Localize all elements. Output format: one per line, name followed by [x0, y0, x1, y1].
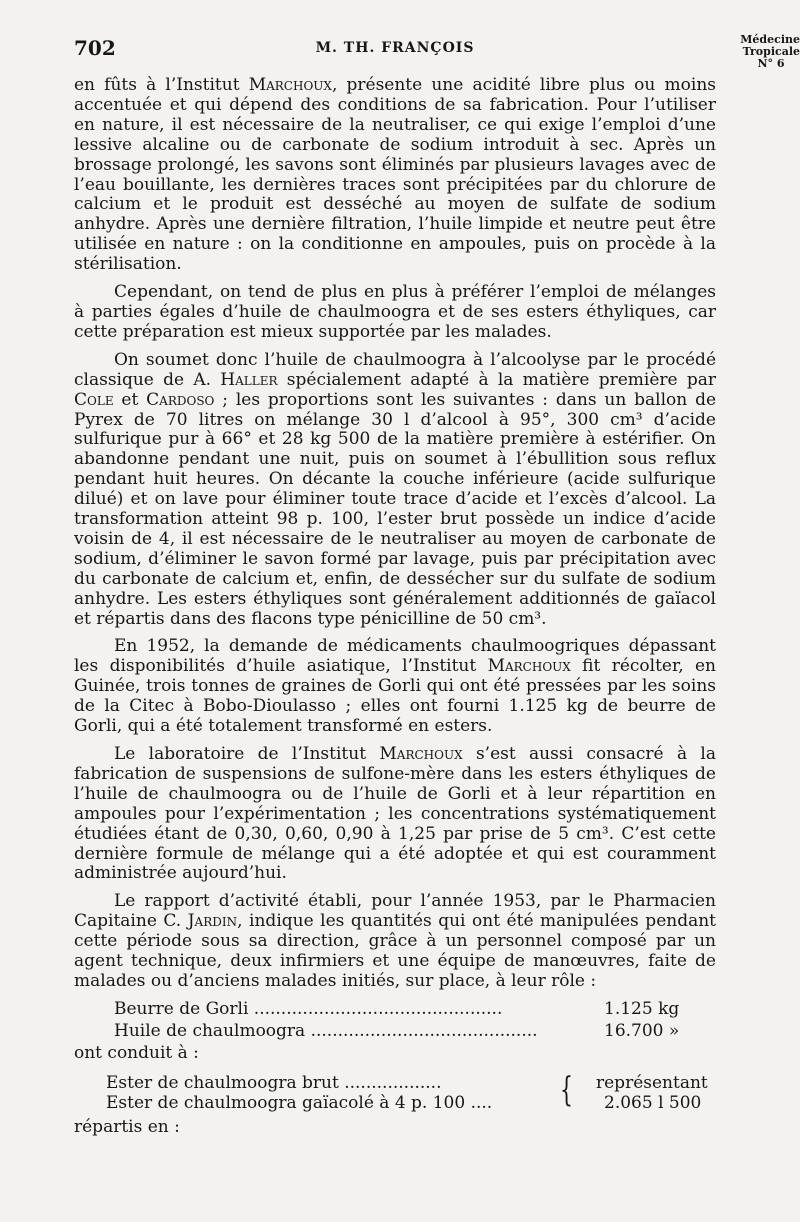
lead-out-text: ont conduit à : — [74, 1042, 199, 1063]
paragraph-text: Le rapport d’activité établi, pour l’année 1953, par le Pharmacien Capitaine C. — [74, 891, 716, 932]
paragraph — [74, 892, 716, 992]
author-name: Marchoux — [248, 75, 332, 95]
paragraph-text: et — [113, 389, 147, 410]
output-value: 2.065 l 500 — [604, 1092, 702, 1113]
paragraph-text: Le laboratoire de l’Institut — [114, 744, 380, 764]
running-head: M. TH. FRANÇOIS — [315, 40, 475, 56]
input-value: 16.700 » — [604, 1020, 680, 1041]
input-label: Beurre de Gorli .............................................. — [114, 999, 503, 1019]
author-name: Haller — [220, 369, 278, 390]
paragraph-text: en fûts à l’Institut — [74, 75, 249, 95]
paragraph — [74, 283, 716, 343]
author-name: Marchoux — [487, 656, 571, 677]
paragraph — [74, 351, 716, 630]
paragraph — [74, 745, 716, 884]
paragraph-text: En 1952, la demande de médicaments chaulmoogriques dépassant les disponibilités d’huile asiatique, l’Institut — [74, 636, 716, 677]
output-value: représentant — [596, 1072, 708, 1093]
page-number: 702 — [74, 36, 116, 60]
paragraph-text: fit récolter, en Guinée, trois tonnes de graines de Gorli qui ont été pressées par les soins de la Citec à Bobo-Dioulasso ; elles ont fourni 1.125 kg de beurre de Gorli, qui a été totalement transformé en esters. — [74, 656, 717, 737]
journal-tag — [728, 34, 800, 70]
quantities-list — [74, 1000, 716, 1140]
input-item — [74, 1022, 716, 1044]
journal-name-line-1: Médecine — [740, 33, 800, 46]
lead-out-text: répartis en : — [74, 1116, 180, 1137]
output-label: Ester de chaulmoogra brut .................. — [106, 1072, 442, 1093]
page-header — [74, 36, 716, 64]
paragraph-text: ; les proportions sont les suivantes : dans un ballon de Pyrex de 70 litres on mélange 30 l d’alcool à 95°, 300 cm³ d’acide sulfurique pur à 66° et 28 kg 500 de la matière première à estérifier. On abandonne pendant une nuit, puis on soumet à l’ébullition sous reflux pendant huit heures. On décante la couche inférieure (acide sulfurique dilué) et on lave pour éliminer toute trace d’acide et l’excès d’alcool. La transformation atteint 98 p. 100, l’ester brut possède un indice d’acide voisin de 4, il est nécessaire de le neutraliser au moyen de carbonate de sodium, d’éliminer le savon formé par lavage, puis par précipitation avec du carbonate de calcium et, enfin, de dessécher sur du sulfate de sodium anhydre. Les esters éthyliques sont généralement additionnés de gaïacol et répartis dans des flacons type pénicilline de 50 cm³. — [74, 389, 717, 629]
paragraph-text: , présente une acidité libre plus ou moins accentuée et qui dépend des conditions de sa fabrication. Pour l’utiliser en nature, il est nécessaire de la neutraliser, ce qui exige l’emploi d’une lessive alcaline ou de carbonate de sodium introduit à sec. Après un brossage prolongé, les savons sont éliminés par plusieurs lavages avec de l’eau bouillante, les dernières traces sont précipitées par du chlorure de calcium et le produit est desséché au moyen de sulfate de sodium anhydre. Après une dernière filtration, l’huile limpide et neutre peut être utilisée en nature : on la conditionne en ampoules, puis on procède à la stérilisation. — [74, 75, 716, 275]
journal-issue: N° 6 — [757, 57, 785, 70]
author-name: Cole — [74, 389, 114, 410]
paragraph-container — [74, 76, 716, 992]
paragraph-text: On soumet donc l’huile de chaulmoogra à l’alcoolyse par le procédé classique de A. — [74, 349, 716, 390]
author-name: Jardin — [187, 911, 238, 932]
paragraph-text: s’est aussi consacré à la fabrication de suspensions de sulfone-mère dans les esters éthyliques de l’huile de chaulmoogra ou de l’huile de Gorli et à leur répartition en ampoules pour l’expérimentation ; les concentrations systématiquement étudiées étant de 0,30, 0,60, 0,90 à 1,25 par prise de 5 cm³. C’est cette dernière formule de mélange qui a été adoptée et qui est couramment administrée aujourd’hui. — [74, 744, 716, 884]
author-name: Marchoux — [379, 744, 463, 764]
paragraph-text: , indique les quantités qui ont été manipulées pendant cette période sous sa direction, grâce à un personnel composé par un agent technique, deux infirmiers et une équipe de manœuvres, faite de malades ou d’anciens malades initiés, sur place, à leur rôle : — [74, 911, 716, 991]
paragraph-text: spécialement adapté à la matière première par — [277, 369, 716, 390]
brace-glyph: { — [560, 1069, 573, 1110]
journal-name-line-2: Tropicale — [742, 45, 800, 58]
input-item — [74, 1000, 716, 1022]
paragraph — [74, 637, 716, 737]
author-name: Cardoso — [146, 389, 215, 410]
body-text — [74, 76, 716, 1140]
paragraph — [74, 76, 716, 275]
input-label: Huile de chaulmoogra .......................................... — [114, 1021, 538, 1041]
input-value: 1.125 kg — [604, 998, 680, 1019]
paragraph-text: Cependant, on tend de plus en plus à préférer l’emploi de mélanges à parties égales d’huile de chaulmoogra et de ses esters éthyliques, car cette préparation est mieux supportée par les malades. — [74, 282, 716, 342]
output-label: Ester de chaulmoogra gaïacolé à 4 p. 100 .... — [106, 1092, 493, 1113]
output-rows — [74, 1069, 716, 1118]
